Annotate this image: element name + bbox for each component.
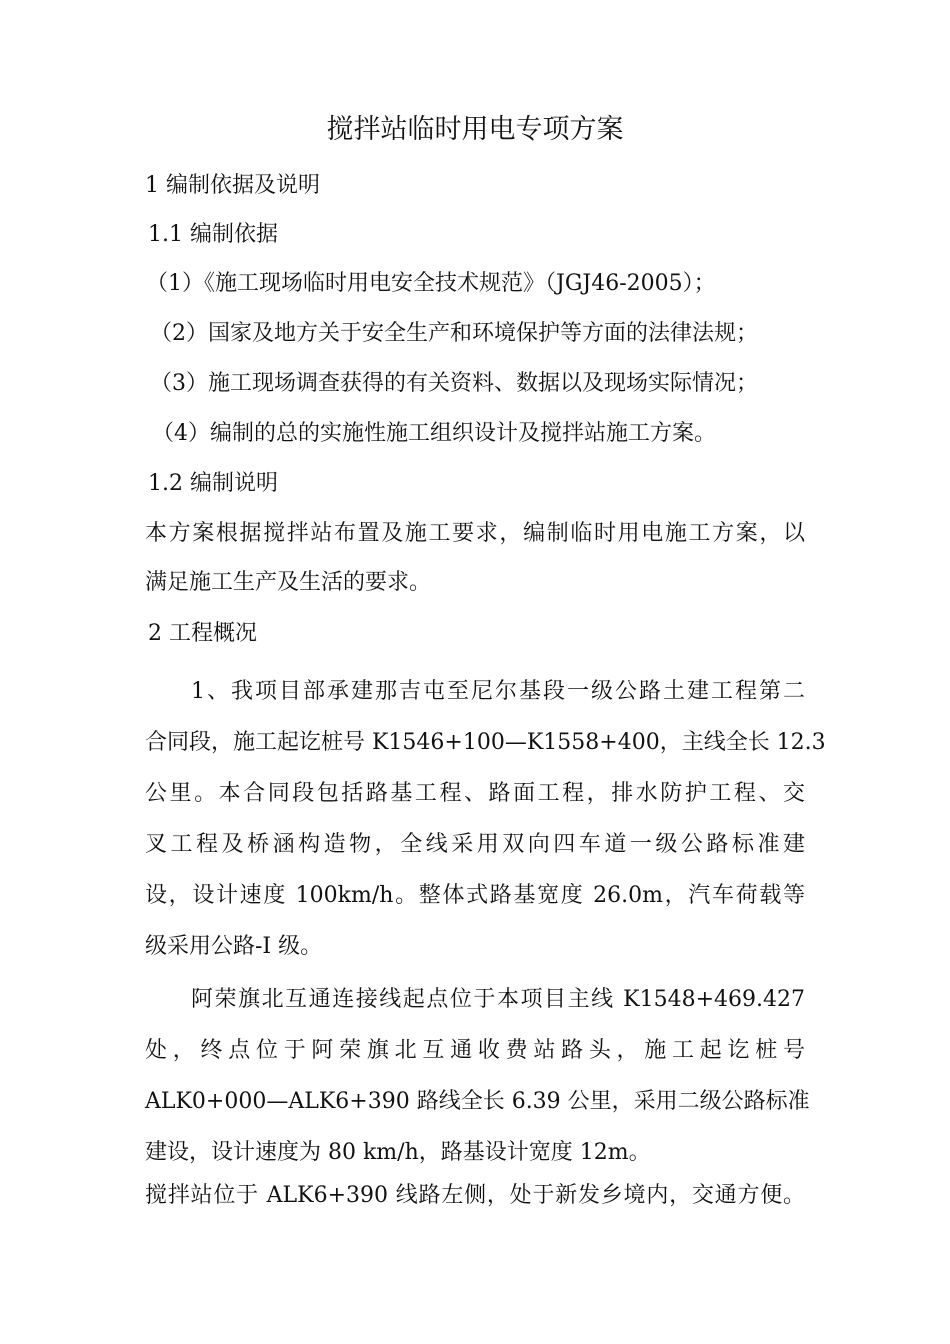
connector-line: 建设，设计速度为 80 km/h，路基设计宽度 12m。 [145, 1140, 651, 1165]
basis-item-2: （2）国家及地方关于安全生产和环境保护等方面的法律法规； [150, 321, 758, 346]
section-2-heading: 2 工程概况 [148, 621, 257, 646]
section-1-2-heading: 1.2 编制说明 [148, 471, 278, 496]
description-line: 本方案根据搅拌站布置及施工要求，编制临时用电施工方案，以 [145, 521, 805, 546]
section-1-heading: 1 编制依据及说明 [145, 173, 320, 198]
overview-line: 公里。本合同段包括路基工程、路面工程，排水防护工程、交 [145, 781, 805, 806]
mixing-station-location: 搅拌站位于 ALK6+390 线路左侧，处于新发乡境内，交通方便。 [145, 1183, 805, 1208]
connector-line: 处，终点位于阿荣旗北互通收费站路头，施工起讫桩号 [145, 1038, 805, 1063]
overview-line: 设，设计速度 100km/h。整体式路基宽度 26.0m，汽车荷载等 [145, 883, 805, 908]
description-line: 满足施工生产及生活的要求。 [145, 570, 432, 595]
connector-line: 阿荣旗北互通连接线起点位于本项目主线 K1548+469.427 [191, 987, 805, 1012]
overview-line: 1、我项目部承建那吉屯至尼尔基段一级公路土建工程第二 [191, 679, 805, 704]
basis-item-1: （1）《施工现场临时用电安全技术规范》（JGJ46-2005）； [146, 271, 716, 296]
basis-item-3: （3）施工现场调查获得的有关资料、数据以及现场实际情况； [150, 371, 758, 396]
overview-line: 合同段，施工起讫桩号 K1546+100—K1558+400，主线全长 12.3 [145, 730, 826, 755]
section-1-1-heading: 1.1 编制依据 [148, 222, 278, 247]
basis-item-4: （4）编制的总的实施性施工组织设计及搅拌站施工方案。 [152, 421, 716, 446]
overview-line: 级采用公路-I 级。 [145, 934, 323, 959]
connector-line: ALK0+000—ALK6+390 路线全长 6.39 公里，采用二级公路标准 [145, 1089, 810, 1114]
page-title: 搅拌站临时用电专项方案 [326, 114, 624, 145]
overview-line: 叉工程及桥涵构造物，全线采用双向四车道一级公路标准建 [145, 832, 805, 857]
